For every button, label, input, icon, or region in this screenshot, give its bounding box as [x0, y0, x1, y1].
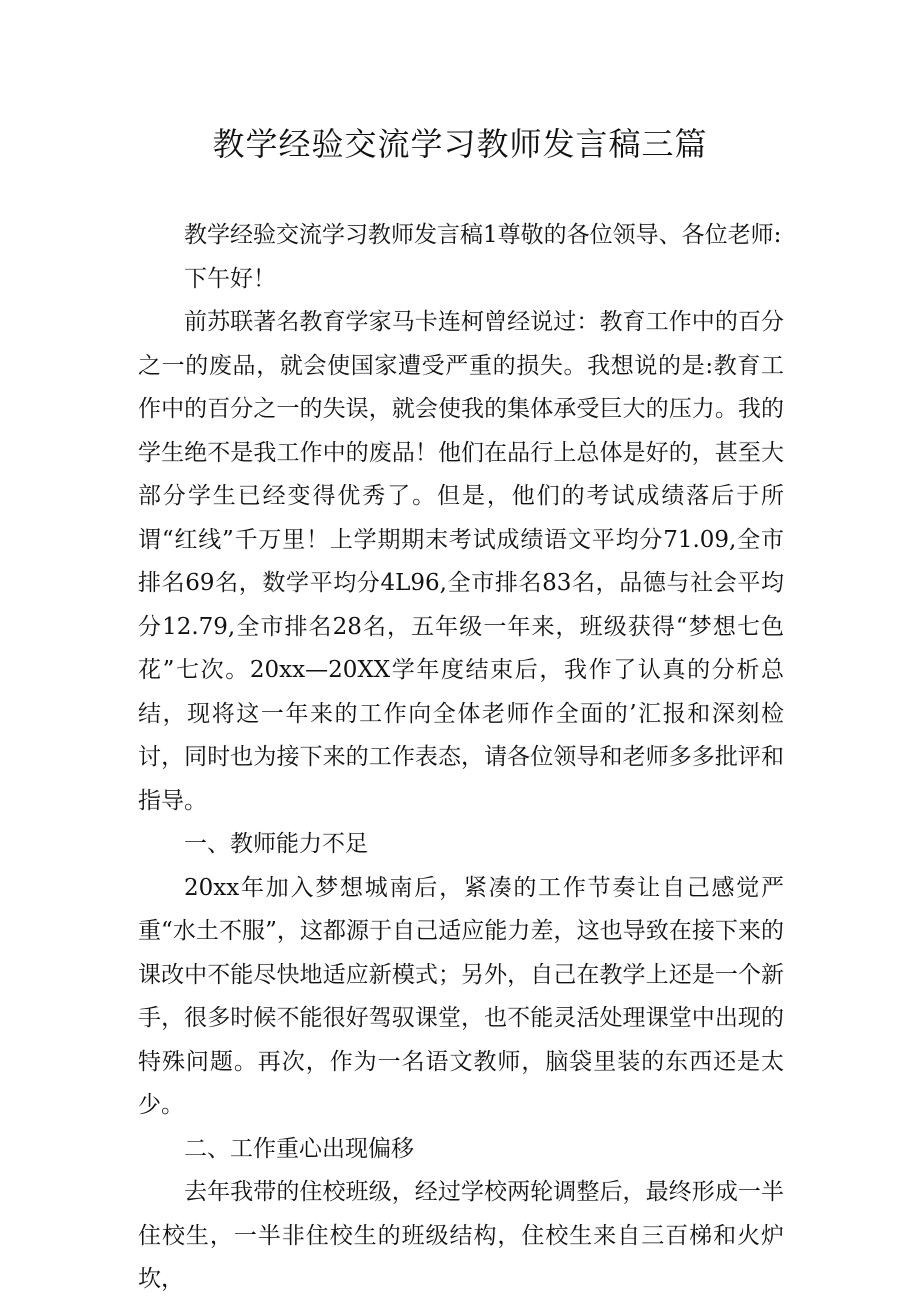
section-heading-1: 一、教师能力不足	[184, 831, 368, 857]
paragraph-intro: 前苏联著名教育学家马卡连柯曾经说过：教育工作中的百分之一的废品，就会使国家遭受严重的损失。我想说的是:教育工作中的百分之一的失误，就会使我的集体承受巨大的压力。我的学生绝不是我工作中的废品！他们在品行上总体是好的，甚至大部分学生已经变得优秀了。但是，他们的考试成绩落后于所谓“红线”千万里！上学期期末考试成绩语文平均分71.09,全市排名69名，数学平均分4L96,全市排名83名，品德与社会平均分12.79,全市排名28名，五年级一年来，班级获得“梦想七色花”七次。20xx—20XX学年度结束后，我作了认真的分析总结，现将这一年来的工作向全体老师作全面的’汇报和深刻检讨，同时也为接下来的工作表态，请各位领导和老师多多批评和指导。	[138, 309, 784, 814]
section-heading-2: 二、工作重心出现偏移	[184, 1135, 414, 1162]
paragraph-greeting-heading: 教学经验交流学习教师发言稿1尊敬的各位领导、各位老师:	[184, 222, 782, 248]
document-body	[138, 214, 784, 1302]
paragraph-section-2: 去年我带的住校班级，经过学校两轮调整后，最终形成一半住校生，一半非住校生的班级结构，住校生来自三百梯和火炉坎，	[138, 1179, 784, 1292]
document-title: 教学经验交流学习教师发言稿三篇	[212, 125, 708, 163]
paragraph-section-1: 20xx年加入梦想城南后，紧凑的工作节奏让自己感觉严重“水土不服”，这都源于自己适应能力差，这也导致在接下来的课改中不能尽快地适应新模式；另外，自己在教学上还是一个新手，很多时候不能很好驾驭课堂，也不能灵活处理课堂中出现的特殊问题。再次，作为一名语文教师，脑袋里装的东西还是太少。	[138, 874, 784, 1118]
paragraph-greeting: 下午好！	[184, 265, 276, 292]
